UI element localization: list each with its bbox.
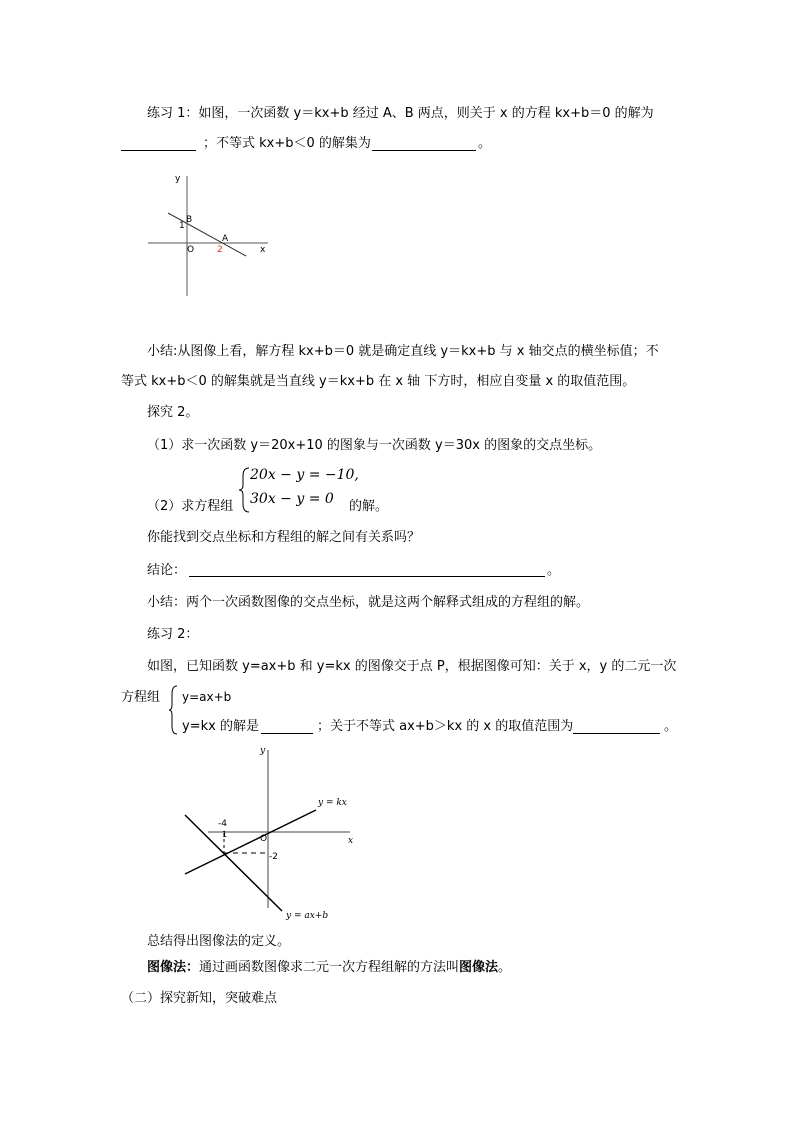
definition-term-2: 图像法 [459, 960, 499, 975]
explore2-question2-suffix: 的解。 [349, 499, 389, 514]
exercise2-line1: 如图，已知函数 y=ax+b 和 y=kx 的图像交于点 P，根据图像可知：关于 x，y 的二元一次 [147, 659, 677, 674]
explore2-question1: （1）求一次函数 y＝20x+10 的图象与一次函数 y＝30x 的图象的交点坐标。 [147, 438, 602, 453]
tick-minus2-label: -2 [269, 852, 278, 862]
point-a-label: A [222, 234, 229, 244]
explore2-question3: 你能找到交点坐标和方程组的解之间有关系吗？ [147, 530, 421, 545]
answer-blank-4[interactable] [573, 733, 660, 734]
exercise1-line1: 练习 1：如图，一次函数 y＝kx+b 经过 A、B 两点，则关于 x 的方程 kx+b＝0 的解为 [147, 106, 654, 121]
y-label: y [260, 746, 266, 756]
summary2: 小结：两个一次函数图像的交点坐标，就是这两个解释式组成的方程组的解。 [147, 595, 590, 610]
exercise2-title: 练习 2： [147, 627, 199, 642]
answer-blank-2[interactable] [372, 150, 476, 151]
line-y-axb [185, 815, 282, 911]
explore2-title: 探究 2。 [147, 405, 199, 420]
tick-minus4-label: -4 [218, 819, 227, 829]
left-brace-2 [168, 684, 180, 736]
conclusion-label: 结论： [147, 563, 187, 578]
tick-1-label: 1 [222, 830, 228, 839]
definition-line [147, 960, 511, 976]
section-heading: （二）探究新知，突破难点 [121, 991, 278, 1006]
conclusion-blank[interactable] [189, 576, 545, 577]
answer-blank-3[interactable] [261, 733, 313, 734]
tick-2-label: 2 [217, 245, 223, 255]
closing-line1: 总结得出图像法的定义。 [147, 934, 291, 949]
tick-1-label: 1 [179, 221, 185, 231]
equation-2: 30x − y = 0 [250, 491, 334, 507]
line-ab [168, 213, 246, 256]
definition-end: 。 [498, 960, 512, 975]
x-label: x [348, 836, 354, 846]
equation-1: 20x − y = −10, [250, 467, 359, 483]
definition-term: 图像法： [147, 960, 200, 975]
conclusion-end: 。 [547, 563, 561, 578]
exercise2-end: 。 [664, 719, 678, 734]
explore2-question2-prefix: （2）求方程组 [147, 499, 234, 514]
graph-2 [180, 746, 370, 922]
y-label: y [175, 174, 181, 184]
line-axb-label: y = ax+b [286, 911, 329, 921]
graph-1 [140, 168, 280, 300]
answer-blank-1[interactable] [121, 150, 196, 151]
system-eq2-prefix: y=kx 的解是 [182, 719, 259, 734]
definition-text: 通过画函数图像求二元一次方程组解的方法叫 [199, 960, 460, 975]
system-eq1: y=ax+b [182, 690, 232, 704]
exercise1-line2: ；不等式 kx+b＜0 的解集为 [203, 136, 371, 151]
summary1-line2: 等式 kx+b＜0 的解集就是当直线 y＝kx+b 在 x 轴 下方时，相应自变量 x 的取值范围。 [121, 374, 636, 389]
line-kx-label: y = kx [318, 798, 347, 808]
line-y-kx [185, 810, 316, 874]
summary1-line1: 小结:从图像上看，解方程 kx+b＝0 就是确定直线 y＝kx+b 与 x 轴交点的横坐标值；不 [147, 344, 659, 359]
exercise2-mid: ；关于不等式 ax+b＞kx 的 x 的取值范围为 [317, 719, 574, 734]
origin-label: O [260, 834, 268, 844]
exercise1-end: 。 [478, 136, 492, 151]
x-label: x [260, 245, 266, 255]
system-label: 方程组 [121, 690, 161, 705]
origin-label: O [187, 245, 195, 255]
point-b-label: B [186, 215, 193, 225]
